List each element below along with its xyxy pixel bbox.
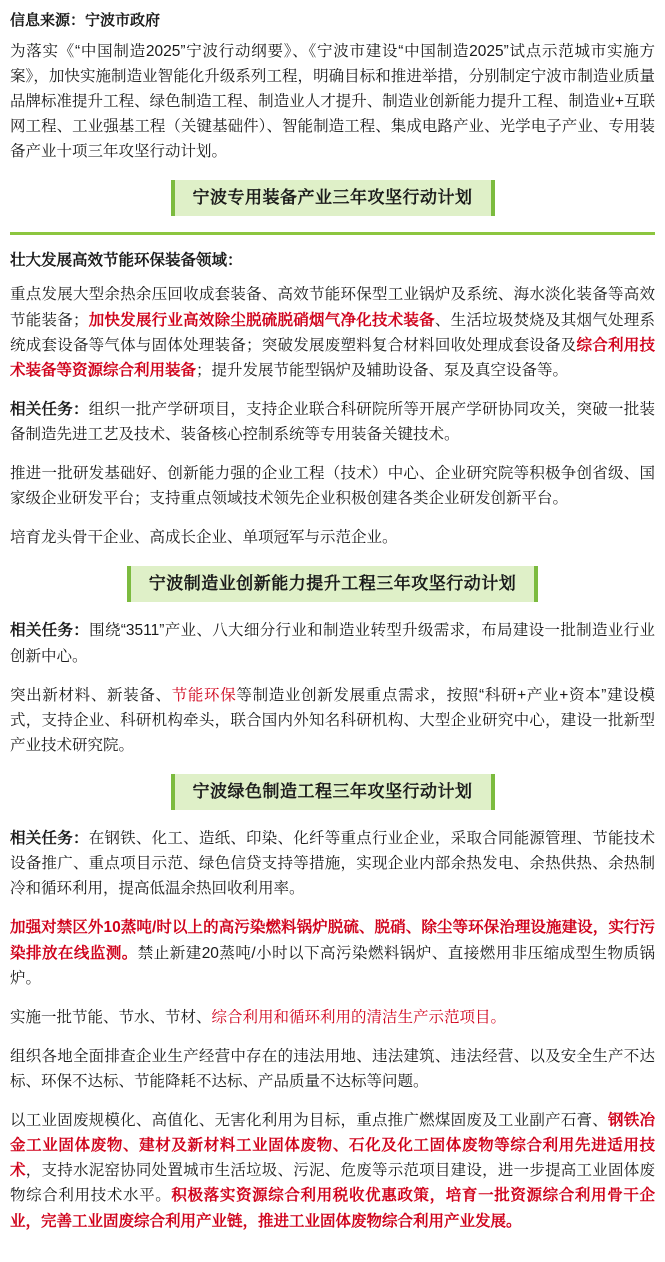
section-divider xyxy=(10,232,655,235)
body-paragraph xyxy=(10,618,655,668)
text-run: 节能环保 xyxy=(171,686,237,704)
body-paragraph xyxy=(10,461,655,511)
text-run: 相关任务： xyxy=(10,622,90,640)
text-run: 综合利用和循环利用的清洁生产示范项目。 xyxy=(211,1008,507,1026)
body-paragraph xyxy=(10,1005,655,1030)
section-banner: 宁波专用装备产业三年攻坚行动计划 xyxy=(171,180,495,216)
text-run: ，支持水泥窑协同处置城市生活垃圾、污泥、危废等示范项目建设，进一步提高工业固体废物综合利用技术水平。 xyxy=(10,1162,655,1205)
text-run: 组织一批产学研项目，支持企业联合科研院所等开展产学研协同攻关，突破一批装备制造先进工艺及技术、装备核心控制系统等专用装备关键技术。 xyxy=(10,400,655,443)
text-run: 以工业固废规模化、高值化、无害化利用为目标，重点推广燃煤固废及工业副产石膏、 xyxy=(10,1112,608,1130)
body-paragraph xyxy=(10,525,655,550)
text-run: 实施一批节能、节水、节材、 xyxy=(10,1008,212,1026)
section-banner-wrap xyxy=(10,566,655,602)
text-run: 在钢铁、化工、造纸、印染、化纤等重点行业企业，采取合同能源管理、节能技术设备推广、重点项目示范、绿色信贷支持等措施，实现企业内部余热发电、余热供热、余热制冷和循环利用，提高低温余热回收利用率。 xyxy=(10,830,655,898)
body-paragraph xyxy=(10,1044,655,1094)
sections-container xyxy=(10,180,655,1234)
body-paragraph xyxy=(10,915,655,990)
text-run: 加快发展行业高效除尘脱硫脱硝烟气净化技术装备 xyxy=(88,311,435,329)
text-run: 积极落实资源综合利用税收优惠政策，培育一批资源综合利用骨干企业，完善工业固废综合利用产业链，推进工业固体废物综合利用产业发展。 xyxy=(10,1187,655,1230)
text-run: 组织各地全面排查企业生产经营中存在的违法用地、违法建筑、违法经营、以及安全生产不达标、环保不达标、节能降耗不达标、产品质量不达标等问题。 xyxy=(10,1047,655,1090)
section-banner-wrap xyxy=(10,774,655,810)
text-run: 重点发展大型余热余压回收成套装备、高效节能环保型工业锅炉及系统、海水淡化装备等高效节能装备； xyxy=(10,286,655,329)
section-banner: 宁波绿色制造工程三年攻坚行动计划 xyxy=(171,774,495,810)
text-run: 钢铁冶金工业固体废物、建材及新材料工业固体废物、石化及化工固体废物等综合利用先进适用技术 xyxy=(10,1112,655,1180)
text-run: 综合利用技术装备等资源综合利用装备 xyxy=(10,336,655,379)
text-run: 突出新材料、新装备、 xyxy=(10,686,172,704)
body-paragraph xyxy=(10,826,655,901)
section-heading: 壮大发展高效节能环保装备领域： xyxy=(10,252,243,270)
text-run: 禁止新建20蒸吨/小时以下高污染燃料锅炉、直接燃用非压缩成型生物质锅炉。 xyxy=(10,944,655,987)
body-paragraph xyxy=(10,282,655,382)
intro-paragraph: 为落实《“中国制造2025”宁波行动纲要》、《宁波市建设“中国制造2025”试点示范城市实施方案》，加快实施制造业智能化升级系列工程，明确目标和推进举措，分别制定宁波市制造业质量品牌标准提升工程、绿色制造工程、制造业人才提升、制造业创新能力提升工程、制造业+互联网工程、工业强基工程（关键基础件）、智能制造工程、集成电路产业、光学电子产业、专用装备产业十项三年攻坚行动计划。 xyxy=(10,42,655,160)
text-run: 推进一批研发基础好、创新能力强的企业工程（技术）中心、企业研究院等积极争创省级、国家级企业研发平台；支持重点领域技术领先企业积极创建各类企业研发创新平台。 xyxy=(10,465,655,508)
text-run: 相关任务： xyxy=(10,400,89,418)
section-banner-wrap xyxy=(10,180,655,216)
text-run: 等制造业创新发展重点需求，按照“科研+产业+资本”建设模式，支持企业、科研机构牵头，联合国内外知名科研机构、大型企业研究中心，建设一批新型产业技术研究院。 xyxy=(10,686,655,754)
text-run: 培育龙头骨干企业、高成长企业、单项冠军与示范企业。 xyxy=(10,529,398,547)
text-run: 围绕“3511”产业、八大细分行业和制造业转型升级需求，布局建设一批制造业行业创新中心。 xyxy=(10,622,655,665)
section-banner: 宁波制造业创新能力提升工程三年攻坚行动计划 xyxy=(127,566,539,602)
source-label: 信息来源：宁波市政府 xyxy=(10,12,161,29)
text-run: ；提升发展节能型锅炉及辅助设备、泵及真空设备等。 xyxy=(196,361,569,379)
text-run: 相关任务： xyxy=(10,830,89,848)
body-paragraph xyxy=(10,397,655,447)
body-paragraph xyxy=(10,1108,655,1234)
text-run: 、生活垃圾焚烧及其烟气处理系统成套设备等气体与固体处理装备；突破发展废塑料复合材料回收处理成套设备及 xyxy=(10,311,655,354)
body-paragraph xyxy=(10,683,655,758)
text-run: 加强对禁区外10蒸吨/时以上的高污染燃料锅炉脱硫、脱硝、除尘等环保治理设施建设，实行污染排放在线监测。 xyxy=(10,919,655,962)
